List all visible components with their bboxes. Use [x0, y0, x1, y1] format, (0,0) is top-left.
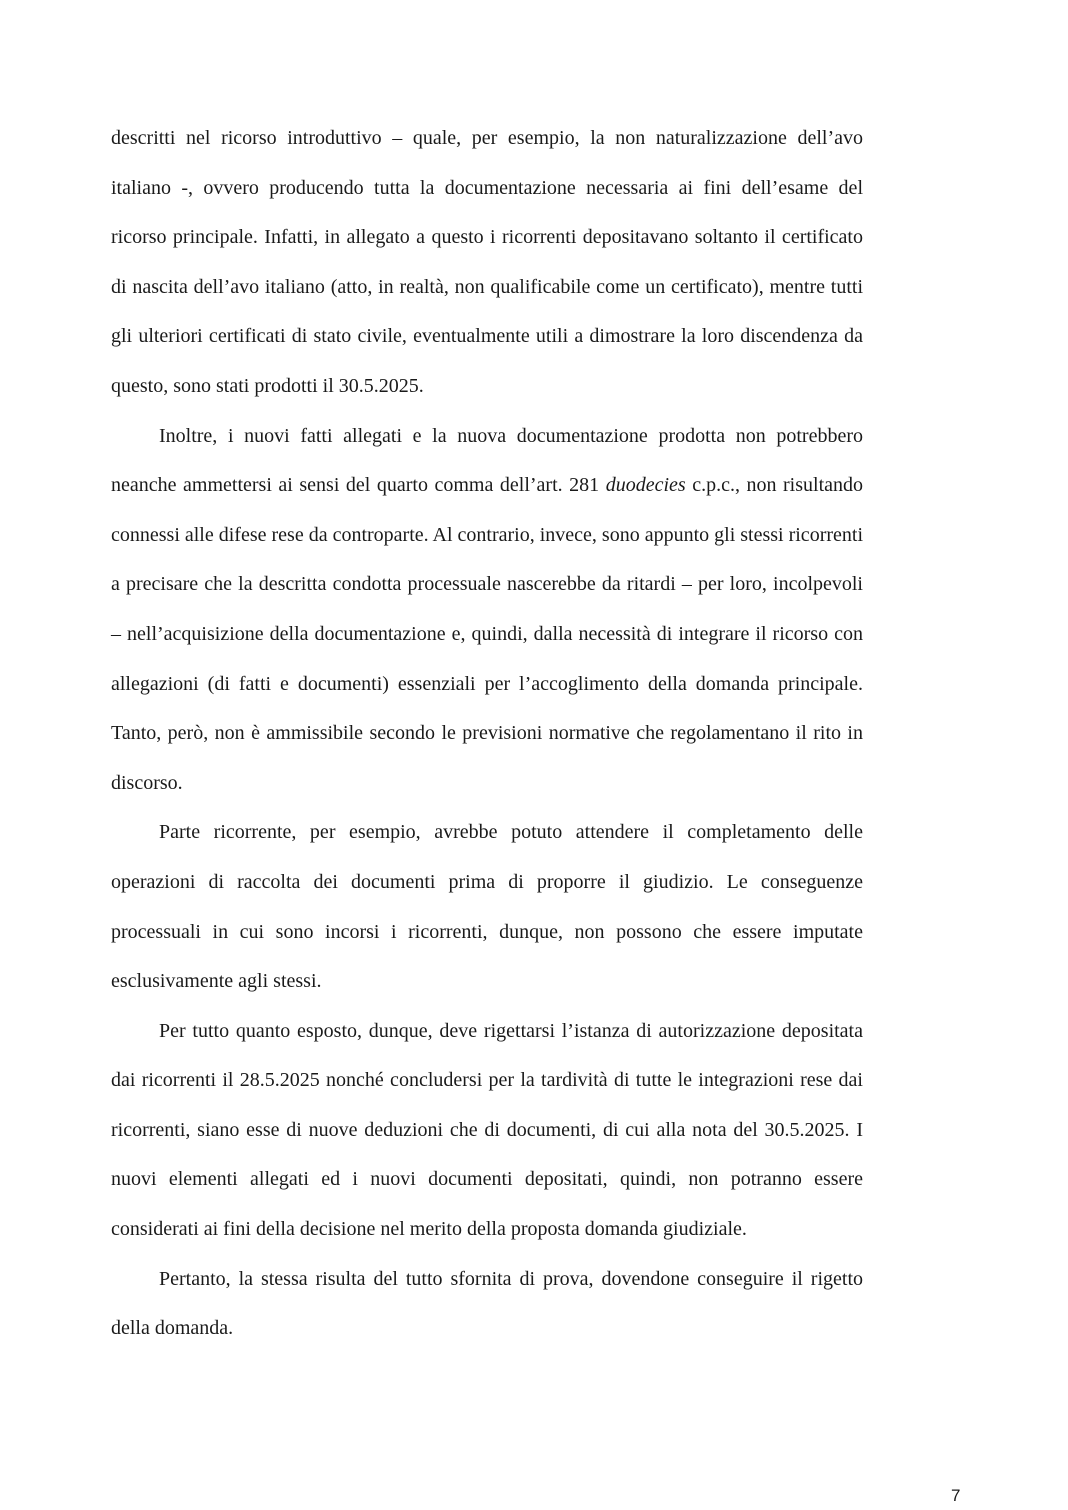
paragraph-4: Per tutto quanto esposto, dunque, deve rigettarsi l’istanza di autorizzazione depositata dai ricorrenti il 28.5.2025 nonché concludersi per la tardività di tutte le integrazioni rese dai ricorrenti, siano esse di nuove deduzioni che di documenti, di cui alla nota del 30.5.2025. I nuovi elementi allegati ed i nuovi documenti depositati, quindi, non potranno essere considerati ai fini della decisione nel merito della proposta domanda giudiziale. [111, 1019, 863, 1241]
paragraph-2-text-start: Inoltre, i nuovi fatti allegati e la nuova documentazione prodotta non potrebbero neanche ammettersi ai sensi del quarto comma dell’art. 281 [111, 424, 863, 497]
paragraph-2 [111, 412, 863, 809]
page-number: 7 [951, 1486, 961, 1505]
paragraph-3: Parte ricorrente, per esempio, avrebbe potuto attendere il completamento delle operazioni di raccolta dei documenti prima di proporre il giudizio. Le conseguenze processuali in cui sono incorsi i ricorrenti, dunque, non possono che essere imputate esclusivamente agli stessi. [111, 821, 863, 993]
italic-term: duodecies [605, 474, 686, 497]
paragraph-5: Pertanto, la stessa risulta del tutto sfornita di prova, dovendone conseguire il rigetto della domanda. [111, 1267, 863, 1340]
paragraph-continuation: descritti nel ricorso introduttivo – quale, per esempio, la non naturalizzazione dell’avo italiano -, ovvero producendo tutta la documentazione necessaria ai fini dell’esame del ricorso principale. Infatti, in allegato a questo i ricorrenti depositavano soltanto il certificato di nascita dell’avo italiano (atto, in realtà, non qualificabile come un certificato), mentre tutti gli ulteriori certificati di stato civile, eventualmente utili a dimostrare la loro discendenza da questo, sono stati prodotti il 30.5.2025. [111, 127, 863, 397]
document-body [111, 114, 863, 1354]
paragraph-2-text-end: c.p.c., non risultando connessi alle difese rese da controparte. Al contrario, invece, sono appunto gli stessi ricorrenti a precisare che la descritta condotta processuale nascerebbe da ritardi – per loro, incolpevoli – nell’acquisizione della documentazione e, quindi, dalla necessità di integrare il ricorso con allegazioni (di fatti e documenti) essenziali per l’accoglimento della domanda principale. Tanto, però, non è ammissibile secondo le previsioni normative che regolamentano il rito in discorso. [111, 474, 863, 794]
